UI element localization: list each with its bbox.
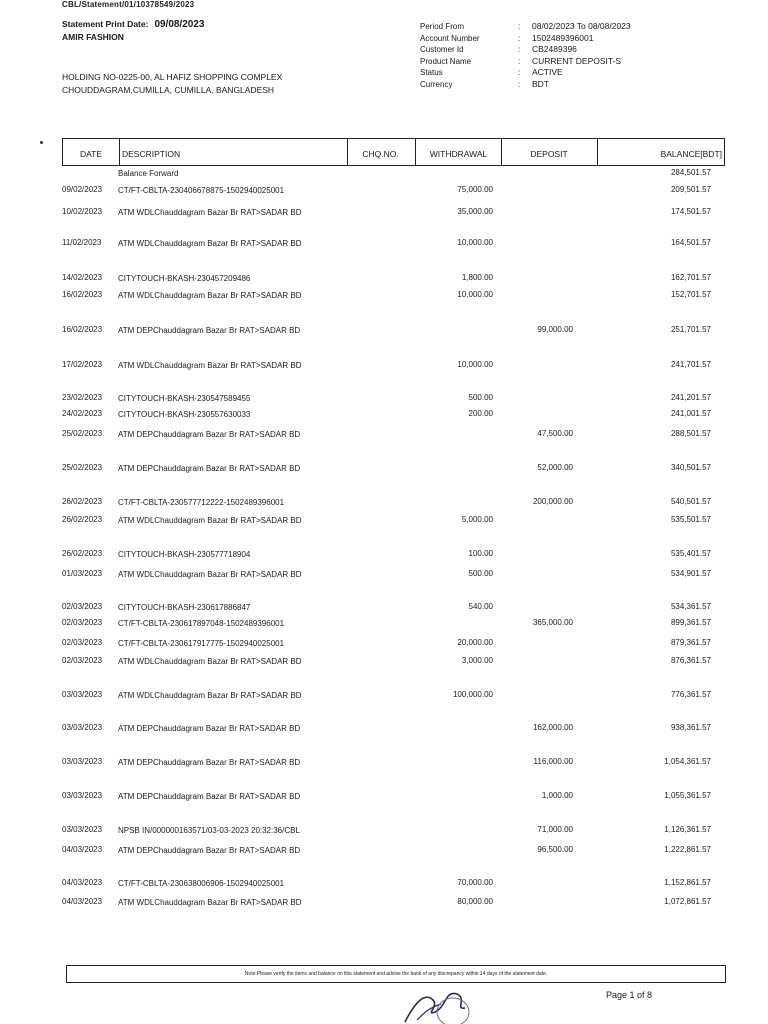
- row-balance: 209,501.57: [670, 185, 711, 194]
- row-balance: 540,501.57: [670, 497, 711, 506]
- row-balance: 162,701.57: [670, 273, 711, 282]
- row-deposit: 162,000.00: [532, 723, 573, 732]
- row-description: CITYTOUCH-BKASH-230617886847: [118, 603, 251, 612]
- row-balance: 174,501.57: [670, 207, 711, 216]
- row-description: ATM DEPChauddagram Bazar Br RAT>SADAR BD: [118, 792, 301, 801]
- row-date: 10/02/2023: [62, 207, 103, 216]
- row-deposit: 116,000.00: [533, 757, 573, 766]
- row-withdrawal: 10,000.00: [457, 290, 493, 299]
- row-balance: 251,701.57: [670, 325, 711, 334]
- meta-row: [420, 56, 631, 68]
- row-balance: 340,501.57: [670, 463, 711, 472]
- statement-reference: CBL/Statement/01/10378549/2023: [62, 0, 195, 9]
- row-date: 09/02/2023: [62, 185, 103, 194]
- row-description: CITYTOUCH-BKASH-230557630033: [118, 410, 251, 419]
- row-withdrawal: 75,000.00: [457, 185, 493, 194]
- meta-label: Account Number: [420, 33, 480, 43]
- meta-separator: :: [518, 45, 521, 55]
- row-balance: 879,361.57: [670, 638, 711, 647]
- row-withdrawal: 10,000.00: [457, 360, 493, 369]
- row-date: 25/02/2023: [62, 429, 103, 438]
- row-balance: 288,501.57: [670, 429, 711, 438]
- meta-row: [420, 79, 631, 91]
- row-withdrawal: 10,000.00: [457, 238, 493, 247]
- row-description: Balance Forward: [118, 169, 179, 178]
- row-date: 03/03/2023: [62, 825, 103, 834]
- row-withdrawal: 20,000.00: [457, 638, 493, 647]
- row-deposit: 365,000.00: [532, 618, 573, 627]
- row-date: 02/03/2023: [62, 602, 103, 611]
- row-date: 26/02/2023: [62, 515, 103, 524]
- statement-note: Note:Please verify the items and balance on this statement and advise the bank of any discrepancy within 14 days of the statement date.: [66, 965, 726, 983]
- meta-value: ACTIVE: [532, 67, 563, 78]
- signature-stamp: [395, 982, 485, 1024]
- row-date: 11/02/2023: [62, 238, 102, 247]
- row-withdrawal: 80,000.00: [457, 897, 493, 906]
- row-description: ATM DEPChauddagram Bazar Br RAT>SADAR BD: [118, 846, 301, 855]
- row-withdrawal: 5,000.00: [461, 515, 493, 524]
- row-description: ATM DEPChauddagram Bazar Br RAT>SADAR BD: [118, 464, 301, 473]
- row-balance: 899,361.57: [670, 618, 711, 627]
- row-balance: 776,361.57: [670, 690, 711, 699]
- row-balance: 1,126,361.57: [664, 825, 711, 834]
- row-balance: 1,152,861.57: [664, 878, 711, 887]
- row-description: CT/FT-CBLTA-230406678875-1502940025001: [118, 186, 285, 195]
- header-withdrawal: WITHDRAWAL: [415, 139, 501, 165]
- row-balance: 1,054,361.57: [664, 757, 711, 766]
- header-deposit: DEPOSIT: [501, 139, 596, 165]
- row-date: 25/02/2023: [62, 463, 103, 472]
- row-date: 03/03/2023: [62, 690, 103, 699]
- row-description: CT/FT-CBLTA-230638006906-1502940025001: [118, 879, 285, 888]
- row-withdrawal: 100.00: [468, 549, 493, 558]
- address-line-1: HOLDING NO-0225-00, AL HAFIZ SHOPPING COMPLEX: [62, 72, 283, 82]
- row-date: 02/03/2023: [62, 638, 103, 647]
- row-description: ATM WDLChauddagram Bazar Br RAT>SADAR BD: [118, 898, 302, 907]
- row-withdrawal: 500.00: [468, 569, 493, 578]
- print-date: 09/08/2023: [154, 19, 205, 30]
- meta-label: Customer Id: [420, 45, 464, 55]
- row-deposit: 200,000.00: [532, 497, 573, 506]
- row-deposit: 52,000.00: [537, 463, 573, 472]
- meta-label: Currency: [420, 79, 453, 89]
- row-balance: 241,001.57: [670, 409, 711, 418]
- row-date: 01/03/2023: [62, 569, 103, 578]
- row-withdrawal: 35,000.00: [457, 207, 493, 216]
- meta-value: CB2489396: [532, 44, 577, 55]
- meta-row: [420, 33, 631, 45]
- row-balance: 876,361.57: [670, 656, 711, 665]
- row-description: CT/FT-CBLTA-230577712222-1502489396001: [118, 498, 285, 507]
- row-date: 04/03/2023: [62, 845, 103, 854]
- address-line-2: CHOUDDAGRAM,CUMILLA, CUMILLA, BANGLADESH: [62, 85, 275, 95]
- row-date: 03/03/2023: [62, 757, 103, 766]
- row-withdrawal: 540.00: [468, 602, 493, 611]
- row-balance: 938,361.57: [670, 723, 711, 732]
- row-date: 14/02/2023: [62, 273, 103, 282]
- row-description: ATM WDLChauddagram Bazar Br RAT>SADAR BD: [118, 691, 302, 700]
- row-date: 02/03/2023: [62, 618, 103, 627]
- row-description: CT/FT-CBLTA-230617917775-1502940025001: [118, 639, 285, 648]
- row-date: 24/02/2023: [62, 409, 103, 418]
- meta-row: [420, 21, 631, 33]
- meta-separator: :: [518, 33, 521, 43]
- row-date: 16/02/2023: [62, 290, 103, 299]
- meta-label: Status: [420, 68, 443, 78]
- meta-separator: :: [518, 68, 521, 78]
- row-balance: 284,501.57: [670, 168, 711, 177]
- row-deposit: 47,500.00: [537, 429, 573, 438]
- print-date-label: Statement Print Date:: [62, 19, 149, 29]
- row-description: CITYTOUCH-BKASH-230577718904: [118, 550, 251, 559]
- row-withdrawal: 1,800.00: [461, 273, 493, 282]
- row-balance: 535,401.57: [670, 549, 711, 558]
- row-date: 26/02/2023: [62, 549, 103, 558]
- row-description: ATM WDLChauddagram Bazar Br RAT>SADAR BD: [118, 361, 302, 370]
- row-date: 26/02/2023: [62, 497, 103, 506]
- row-date: 16/02/2023: [62, 325, 103, 334]
- row-balance: 1,072,861.57: [664, 897, 711, 906]
- row-balance: 1,055,361.57: [664, 791, 711, 800]
- row-date: 02/03/2023: [62, 656, 103, 665]
- row-description: ATM DEPChauddagram Bazar Br RAT>SADAR BD: [118, 724, 301, 733]
- row-description: ATM DEPChauddagram Bazar Br RAT>SADAR BD: [118, 430, 301, 439]
- row-description: ATM WDLChauddagram Bazar Br RAT>SADAR BD: [118, 239, 302, 248]
- page-number: Page 1 of 8: [606, 990, 653, 1000]
- row-date: 04/03/2023: [62, 897, 103, 906]
- meta-row: [420, 44, 631, 56]
- row-balance: 1,222,861.57: [664, 845, 711, 854]
- meta-row: [420, 67, 631, 79]
- row-description: ATM DEPChauddagram Bazar Br RAT>SADAR BD: [118, 326, 301, 335]
- header-description: DESCRIPTION: [119, 139, 348, 165]
- meta-label: Period From: [420, 22, 465, 31]
- row-description: ATM WDLChauddagram Bazar Br RAT>SADAR BD: [118, 570, 302, 579]
- row-deposit: 99,000.00: [537, 325, 573, 334]
- account-address: [62, 71, 282, 97]
- row-withdrawal: 70,000.00: [457, 878, 493, 887]
- row-balance: 534,901.57: [670, 569, 711, 578]
- account-meta: [420, 21, 631, 91]
- row-balance: 535,501.57: [670, 515, 711, 524]
- meta-value: CURRENT DEPOSIT-S: [532, 55, 622, 66]
- meta-label: Product Name: [420, 56, 472, 66]
- meta-value: 08/02/2023 To 08/08/2023: [532, 21, 631, 31]
- row-deposit: 71,000.00: [537, 825, 573, 834]
- row-description: ATM DEPChauddagram Bazar Br RAT>SADAR BD: [118, 758, 301, 767]
- row-date: 04/03/2023: [62, 878, 103, 887]
- table-header: [62, 138, 725, 166]
- row-date: 03/03/2023: [62, 723, 103, 732]
- row-date: 23/02/2023: [62, 393, 103, 402]
- row-balance: 241,201.57: [670, 393, 711, 402]
- row-deposit: 1,000.00: [541, 791, 573, 800]
- row-description: ATM WDLChauddagram Bazar Br RAT>SADAR BD: [118, 516, 302, 525]
- row-withdrawal: 100,000.00: [452, 690, 493, 699]
- row-withdrawal: 200.00: [468, 409, 493, 418]
- meta-separator: :: [518, 22, 521, 31]
- row-balance: 534,361.57: [670, 602, 711, 611]
- header-balance: BALANCE[BDT]: [597, 139, 722, 165]
- row-description: ATM WDLChauddagram Bazar Br RAT>SADAR BD: [118, 657, 302, 666]
- row-date: 17/02/2023: [62, 360, 103, 369]
- header-chq-no: CHQ.NO.: [347, 139, 413, 165]
- account-name: AMIR FASHION: [62, 32, 124, 42]
- statement-header: [62, 18, 205, 43]
- row-description: NPSB IN/000000163571/03-03-2023 20:32:36/CBL: [118, 826, 300, 835]
- row-balance: 241,701.57: [670, 360, 711, 369]
- meta-separator: :: [518, 79, 521, 89]
- row-description: CITYTOUCH-BKASH-230547589455: [118, 394, 251, 403]
- row-description: ATM WDLChauddagram Bazar Br RAT>SADAR BD: [118, 208, 302, 217]
- row-balance: 152,701.57: [670, 290, 711, 299]
- row-date: 03/03/2023: [62, 791, 103, 800]
- meta-value: BDT: [532, 78, 549, 89]
- row-description: ATM WDLChauddagram Bazar Br RAT>SADAR BD: [118, 291, 302, 300]
- margin-dot: [40, 141, 43, 144]
- row-description: CT/FT-CBLTA-230617897048-1502489396001: [118, 619, 285, 628]
- meta-separator: :: [518, 56, 521, 66]
- row-balance: 164,501.57: [670, 238, 711, 247]
- row-description: CITYTOUCH-BKASH-230457209486: [118, 274, 251, 283]
- row-withdrawal: 3,000.00: [461, 656, 493, 665]
- row-withdrawal: 500.00: [468, 393, 493, 402]
- header-date: DATE: [79, 149, 103, 159]
- row-deposit: 96,500.00: [537, 845, 573, 854]
- meta-value: 1502489396001: [532, 32, 594, 43]
